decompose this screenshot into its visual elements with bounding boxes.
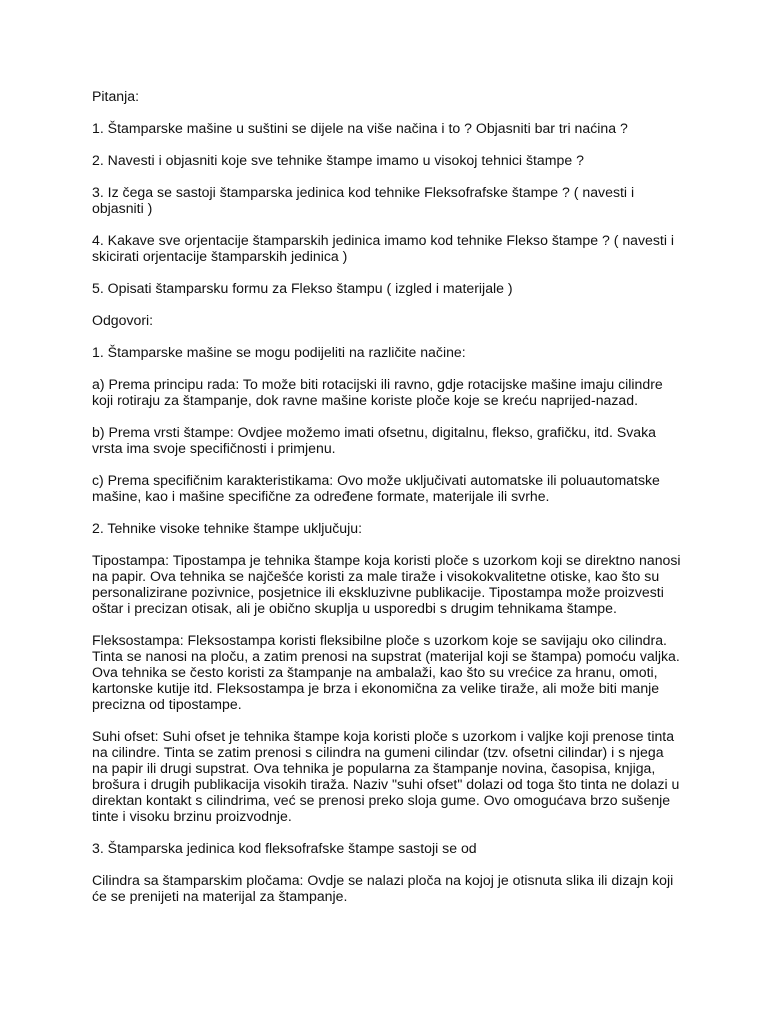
answer-1c: c) Prema specifičnim karakteristikama: Ovo može uključivati automatske ili poluautomatske mašine, kao i mašine specifične za određene formate, materijale ili svrhe. xyxy=(92,472,660,504)
answer-2-tipostampa: Tipostampa: Tipostampa je tehnika štampe koja koristi ploče s uzorkom koji se direktno nanosi na papir. Ova tehnika se najčešće koristi za male tiraže i visokokvalitetne otiske, kao što su personalizirane pozivnice, posjetnice ili ekskluzivne publikacije. Tipostampa može proizvesti oštar i precizan otisak, ali je obično skuplja u usporedbi s drugim tehnikama štampe. xyxy=(92,552,681,616)
question-2: 2. Navesti i objasniti koje sve tehnike štampe imamo u visokoj tehnici štampe ? xyxy=(92,152,584,168)
answer-2-fleksostampa: Fleksostampa: Fleksostampa koristi fleksibilne ploče s uzorkom koje se savijaju oko cilindra. Tinta se nanosi na ploču, a zatim prenosi na supstrat (materijal koji se štampa) pomoću valjka. Ova tehnika se često koristi za štampanje na ambalaži, kao što su vrećice za hranu, omoti, kartonske kutije itd. Fleksostampa je brza i ekonomična za velike tiraže, ali može biti manje precizna od tipostampe. xyxy=(92,632,680,712)
answer-1-intro: 1. Štamparske mašine se mogu podijeliti na različite načine: xyxy=(92,344,466,360)
answer-3-cilindra: Cilindra sa štamparskim pločama: Ovdje se nalazi ploča na kojoj je otisnuta slika ili dizajn koji će se prenijeti na materijal za štampanje. xyxy=(92,872,674,904)
questions-heading: Pitanja: xyxy=(92,88,140,104)
question-4: 4. Kakave sve orjentacije štamparskih jedinica imamo kod tehnike Flekso štampe ? ( navesti i skicirati orjentacije štamparskih jedinica ) xyxy=(92,232,675,264)
answers-heading: Odgovori: xyxy=(92,312,154,328)
document-page xyxy=(92,88,682,920)
answer-1b: b) Prema vrsti štampe: Ovdjee možemo imati ofsetnu, digitalnu, flekso, grafičku, itd. Svaka vrsta ima svoje specifičnosti i primjenu. xyxy=(92,424,656,456)
answer-1a: a) Prema principu rada: To može biti rotacijski ili ravno, gdje rotacijske mašine imaju cilindre koji rotiraju za štampanje, dok ravne mašine koriste ploče koje se kreću naprijed-nazad. xyxy=(92,376,663,408)
question-5: 5. Opisati štamparsku formu za Flekso štampu ( izgled i materijale ) xyxy=(92,280,513,296)
question-3: 3. Iz čega se sastoji štamparska jedinica kod tehnike Fleksofrafske štampe ? ( navesti i objasniti ) xyxy=(92,184,635,216)
answer-2-intro: 2. Tehnike visoke tehnike štampe uključuju: xyxy=(92,520,363,536)
answer-2-suhi-ofset: Suhi ofset: Suhi ofset je tehnika štampe koja koristi ploče s uzorkom i valjke koji prenose tinta na cilindre. Tinta se zatim prenosi s cilindra na gumeni cilindar (tzv. ofsetni cilindar) i s njega na papir ili drugi supstrat. Ova tehnika je popularna za štampanje novina, časopisa, knjiga, brošura i drugih publikacija visokih tiraža. Naziv "suhi ofset" dolazi od toga što tinta ne dolazi u direktan kontakt s cilindrima, već se prenosi preko sloja gume. Ovo omogućava brzo sušenje tinte i visoku brzinu proizvodnje. xyxy=(92,728,680,824)
question-1: 1. Štamparske mašine u suštini se dijele na više načina i to ? Objasniti bar tri naćina ? xyxy=(92,120,628,136)
answer-3-intro: 3. Štamparska jedinica kod fleksofrafske štampe sastoji se od xyxy=(92,840,477,856)
